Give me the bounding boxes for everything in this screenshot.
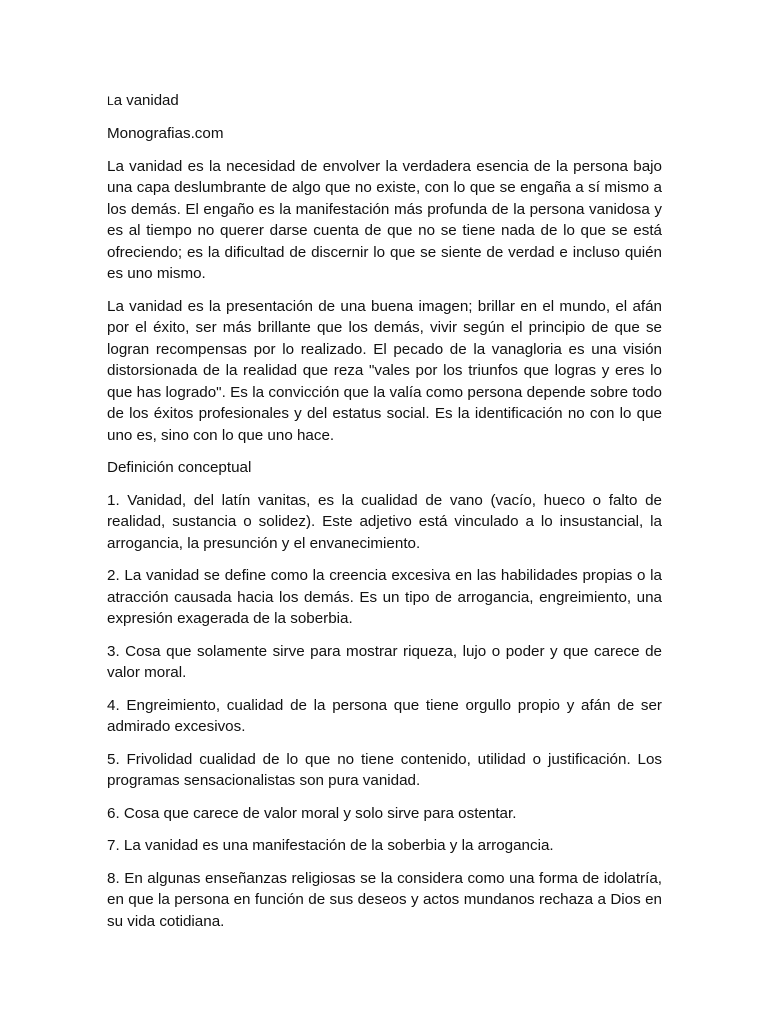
intro-paragraph: La vanidad es la necesidad de envolver la verdadera esencia de la persona bajo una capa deslumbrante de algo que no existe, con lo que se engaña a sí mismo a los demás. El engaño es la manifestación más profunda de la persona vanidosa y es al tiempo no querer darse cuenta de que no se tiene nada de lo que se está ofreciendo; es la dificultad de discernir lo que se siente de verdad e incluso quién es uno mismo. — [107, 157, 662, 282]
title-first-letter: L — [107, 94, 114, 108]
definition-item: 3. Cosa que solamente sirve para mostrar riqueza, lujo o poder y que carece de valor moral. — [107, 642, 662, 681]
intro-paragraph: La vanidad es la presentación de una buena imagen; brillar en el mundo, el afán por el éxito, ser más brillante que los demás, vivir según el principio de que se logran recompensas por lo realizado. El pecado de la vanagloria es una visión distorsionada de la realidad que reza "vales por los triunfos que logras y eres lo que has logrado". Es la convicción que la valía como persona depende sobre todo de los éxitos profesionales y del estatus social. Es la identificación no con lo que uno es, sino con lo que uno hace. — [107, 297, 662, 444]
definition-item: 8. En algunas enseñanzas religiosas se la considera como una forma de idolatría, en que la persona en función de sus deseos y actos mundanos rechaza a Dios en su vida cotidiana. — [107, 869, 662, 930]
definition-item: 6. Cosa que carece de valor moral y solo sirve para ostentar. — [107, 804, 517, 822]
definition-item: 5. Frivolidad cualidad de lo que no tiene contenido, utilidad o justificación. Los programas sensacionalistas son pura vanidad. — [107, 750, 662, 789]
definition-item: 1. Vanidad, del latín vanitas, es la cualidad de vano (vacío, hueco o falto de realidad, sustancia o solidez). Este adjetivo está vinculado a lo insustancial, la arrogancia, la presunción y el envanecimiento. — [107, 491, 662, 552]
document-title — [107, 91, 662, 111]
document-page — [107, 91, 662, 943]
definition-item: 2. La vanidad se define como la creencia excesiva en las habilidades propias o la atracción causada hacia los demás. Es un tipo de arrogancia, engreimiento, una expresión exagerada de la soberbia. — [107, 567, 662, 627]
definition-item: 4. Engreimiento, cualidad de la persona que tiene orgullo propio y afán de ser admirado excesivos. — [107, 696, 662, 735]
source-line: Monografias.com — [107, 125, 224, 142]
section-heading: Definición conceptual — [107, 459, 252, 476]
title-rest: a vanidad — [113, 92, 179, 109]
definition-item: 7. La vanidad es una manifestación de la soberbia y la arrogancia. — [107, 837, 554, 854]
